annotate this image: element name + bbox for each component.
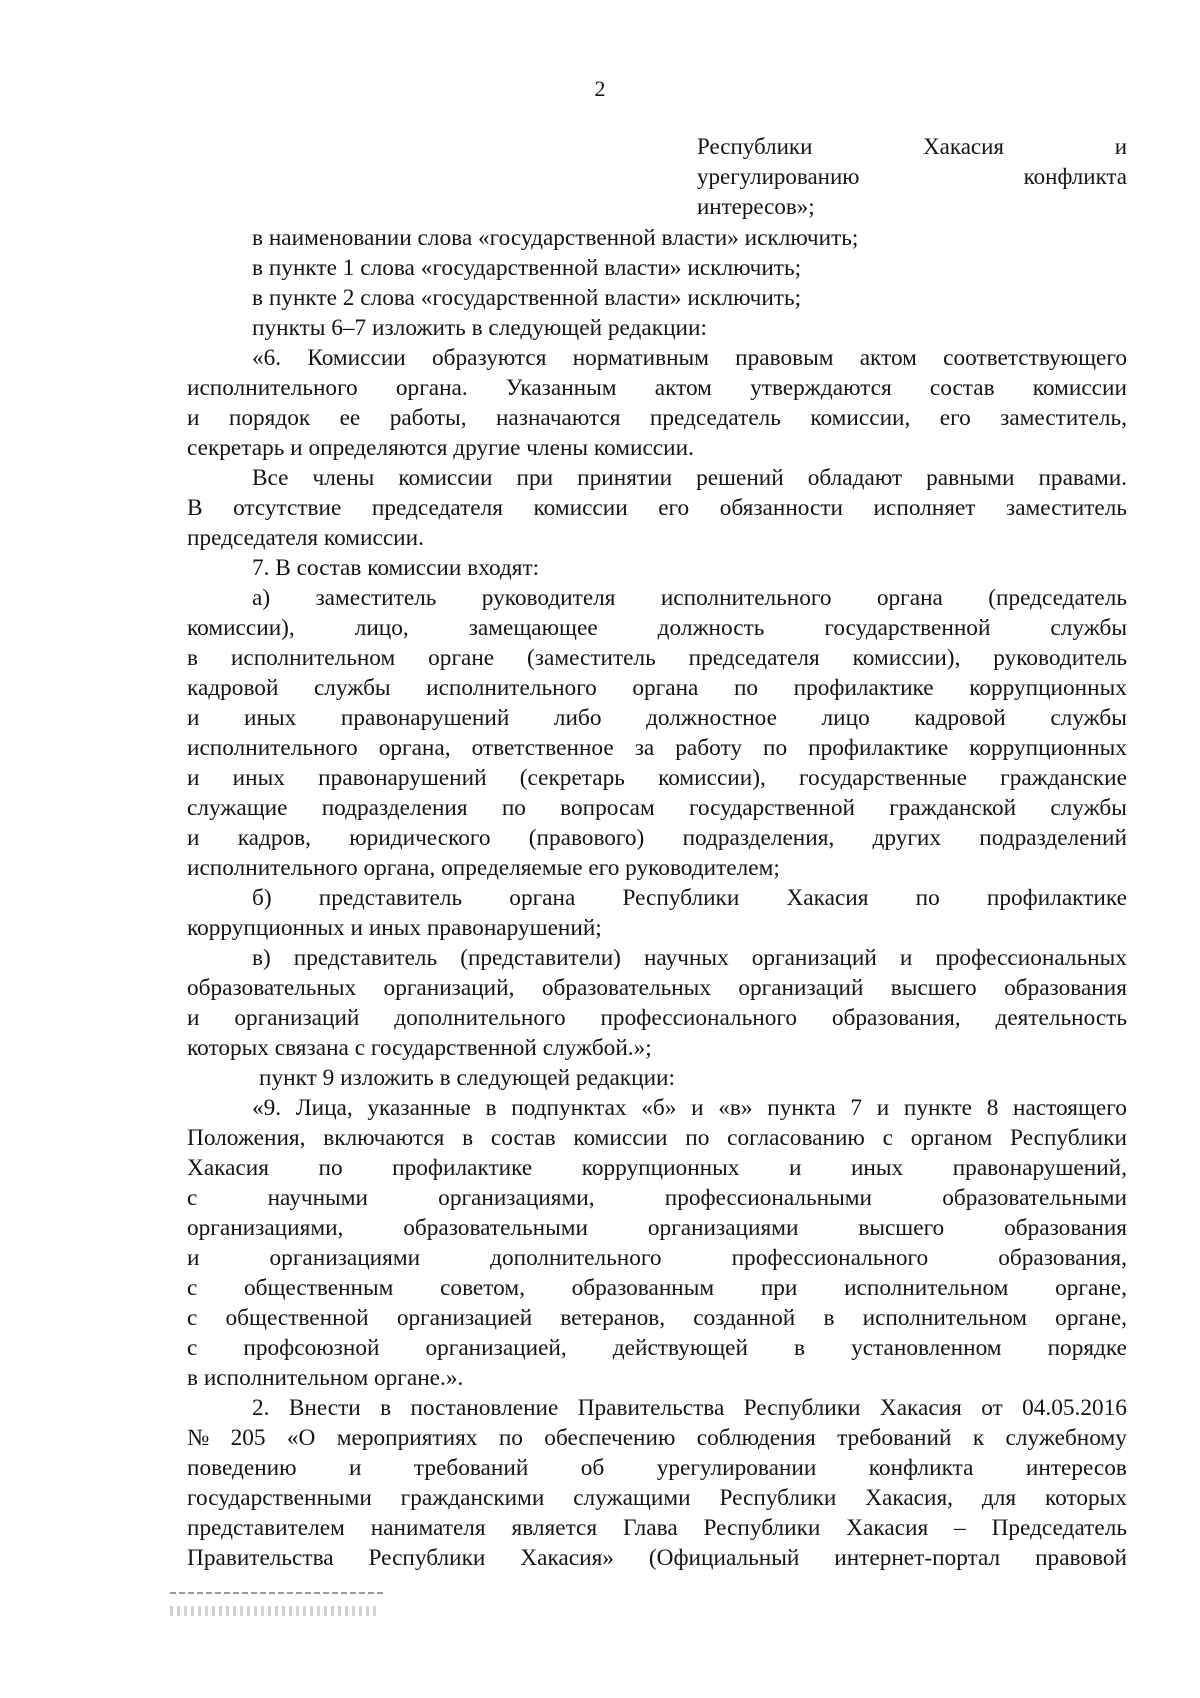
text-line: исполнительного органа, определяемые его руководителем; (187, 855, 780, 881)
text-line: коррупционных и иных правонарушений; (187, 915, 602, 941)
page-number: 2 (594, 76, 606, 101)
text-line: в наименовании слова «государственной власти» исключить; (252, 225, 859, 251)
header-word: конфликта (1023, 164, 1127, 189)
text-line: а) заместитель руководителя исполнительного органа (председатель (252, 585, 1127, 611)
text-line: в пункте 1 слова «государственной власти» исключить; (252, 255, 802, 281)
text-line: с общественным советом, образованным при исполнительном органе, (187, 1275, 1127, 1301)
header-word: Республики (697, 134, 813, 159)
text-line: пункт 9 изложить в следующей редакции: (259, 1065, 675, 1091)
text-line: Правительства Республики Хакасия» (Официальный интернет-портал правовой (187, 1545, 1127, 1571)
text-line: организациями, образовательными организациями высшего образования (187, 1215, 1127, 1241)
text-line: и порядок ее работы, назначаются председатель комиссии, его заместитель, (187, 405, 1127, 431)
text-line: Положения, включаются в состав комиссии по согласованию с органом Республики (187, 1125, 1127, 1151)
text-line: с профсоюзной организацией, действующей в установленном порядке (187, 1335, 1127, 1361)
text-line: пункты 6–7 изложить в следующей редакции: (252, 315, 707, 341)
text-line: которых связана с государственной службой.»; (187, 1035, 652, 1061)
text-line: 7. В состав комиссии входят: (252, 555, 540, 581)
document-body (187, 223, 1127, 1573)
text-line: секретарь и определяются другие члены комиссии. (187, 435, 694, 461)
header-word: урегулированию (697, 164, 860, 189)
text-line: «6. Комиссии образуются нормативным правовым актом соответствующего (252, 345, 1127, 371)
text-line: председателя комиссии. (187, 525, 424, 551)
text-line: Все члены комиссии при принятии решений обладают равными правами. (252, 465, 1127, 491)
text-line: и организаций дополнительного профессионального образования, деятельность (187, 1005, 1127, 1031)
text-line: исполнительного органа, ответственное за работу по профилактике коррупционных (187, 735, 1127, 761)
text-line: В отсутствие председателя комиссии его обязанности исполняет заместитель (187, 495, 1127, 521)
text-line: с научными организациями, профессиональными образовательными (187, 1185, 1127, 1211)
text-line: б) представитель органа Республики Хакасия по профилактике (252, 885, 1127, 911)
text-line: в) представитель (представители) научных организаций и профессиональных (252, 945, 1127, 971)
text-line: Хакасия по профилактике коррупционных и иных правонарушений, (187, 1155, 1127, 1181)
header-line (697, 192, 1127, 222)
text-line: № 205 «О мероприятиях по обеспечению соблюдения требований к служебному (187, 1425, 1127, 1451)
header-word: интересов»; (697, 194, 815, 219)
text-line: образовательных организаций, образовательных организаций высшего образования (187, 975, 1127, 1001)
text-line: в исполнительном органе (заместитель председателя комиссии), руководитель (187, 645, 1127, 671)
text-line: и кадров, юридического (правового) подразделения, других подразделений (187, 825, 1127, 851)
text-line: комиссии), лицо, замещающее должность государственной службы (187, 615, 1127, 641)
text-line: кадровой службы исполнительного органа по профилактике коррупционных (187, 675, 1127, 701)
text-line: и организациями дополнительного профессионального образования, (187, 1245, 1127, 1271)
text-line: в пункте 2 слова «государственной власти» исключить; (252, 285, 802, 311)
header-continuation (697, 132, 1127, 222)
text-line: государственными гражданскими служащими Республики Хакасия, для которых (187, 1485, 1127, 1511)
text-line: служащие подразделения по вопросам государственной гражданской службы (187, 795, 1127, 821)
text-line: «9. Лица, указанные в подпунктах «б» и «в» пункта 7 и пункте 8 настоящего (252, 1095, 1127, 1121)
text-line: представителем нанимателя является Глава Республики Хакасия – Председатель (187, 1515, 1127, 1541)
text-line: с общественной организацией ветеранов, созданной в исполнительном органе, (187, 1305, 1127, 1331)
text-line: исполнительного органа. Указанным актом утверждаются состав комиссии (187, 375, 1127, 401)
text-line: и иных правонарушений (секретарь комиссии), государственные гражданские (187, 765, 1127, 791)
header-line (697, 162, 1127, 192)
header-word: Хакасия (923, 134, 1005, 159)
scan-stamp-mark (170, 1592, 390, 1626)
header-word: и (1114, 134, 1127, 159)
text-line: 2. Внести в постановление Правительства Республики Хакасия от 04.05.2016 (252, 1395, 1127, 1421)
text-line: в исполнительном органе.». (187, 1365, 464, 1391)
text-line: поведению и требований об урегулировании конфликта интересов (187, 1455, 1127, 1481)
text-line: и иных правонарушений либо должностное лицо кадровой службы (187, 705, 1127, 731)
header-line (697, 132, 1127, 162)
